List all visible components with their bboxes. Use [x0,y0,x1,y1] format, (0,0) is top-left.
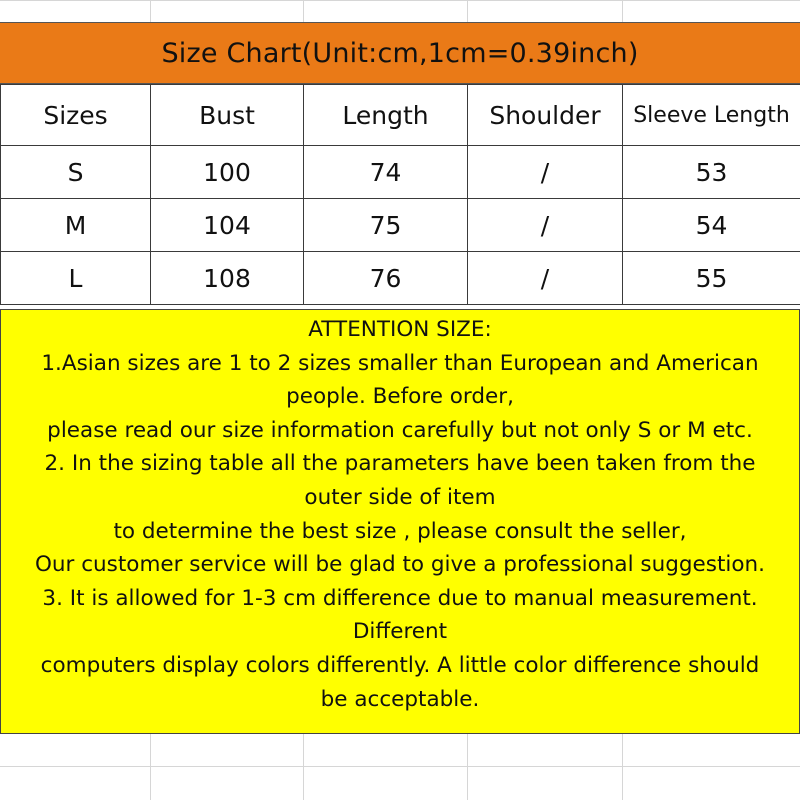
grid-line [303,734,304,800]
grid-line [0,766,800,767]
table-row [1,146,800,199]
cell-length: 74 [304,146,468,199]
notice-heading: ATTENTION SIZE: [308,317,492,342]
grid-line [303,0,304,22]
cell-sleeve-length: 54 [623,199,800,252]
grid-line [622,0,623,22]
column-header-shoulder: Shoulder [468,85,623,146]
notice-line: 3. It is allowed for 1-3 cm difference due to manual measurement. [42,585,758,611]
cell-bust: 100 [151,146,304,199]
notice-line: please read our size information carefully but not only S or M etc. [47,417,753,443]
cell-bust: 104 [151,199,304,252]
column-header-length: Length [304,85,468,146]
cell-shoulder: / [468,199,623,252]
cell-sleeve-length: 55 [623,252,800,305]
cell-bust: 108 [151,252,304,305]
notice-line: outer side of item [304,484,496,510]
notice-line: be acceptable. [320,686,480,712]
notice-line: Our customer service will be glad to give a professional suggestion. [35,552,765,578]
notice-line: Different [352,619,448,645]
size-table [0,84,800,305]
cell-shoulder: / [468,146,623,199]
cell-length: 76 [304,252,468,305]
notice-line: to determine the best size , please consult the seller, [113,518,687,544]
grid-line [622,734,623,800]
notice-line: people. Before order, [286,384,514,410]
grid-line [0,0,800,1]
column-header-sizes: Sizes [1,85,151,146]
grid-line [467,734,468,800]
cell-size: M [1,199,151,252]
grid-line [150,0,151,22]
cell-length: 75 [304,199,468,252]
column-header-bust: Bust [151,85,304,146]
grid-line [467,0,468,22]
attention-notice [0,309,800,734]
table-header-row [1,85,800,146]
table-row [1,252,800,305]
cell-size: L [1,252,151,305]
cell-size: S [1,146,151,199]
table-row [1,199,800,252]
notice-line: 2. In the sizing table all the parameters have been taken from the [44,451,756,477]
notice-line: computers display colors differently. A little color difference should [40,652,760,678]
notice-line: 1.Asian sizes are 1 to 2 sizes smaller than European and American [41,350,759,376]
grid-line [150,734,151,800]
cell-shoulder: / [468,252,623,305]
size-chart-title: Size Chart(Unit:cm,1cm=0.39inch) [0,22,800,84]
cell-sleeve-length: 53 [623,146,800,199]
column-header-sleeve-length: Sleeve Length [623,85,800,146]
